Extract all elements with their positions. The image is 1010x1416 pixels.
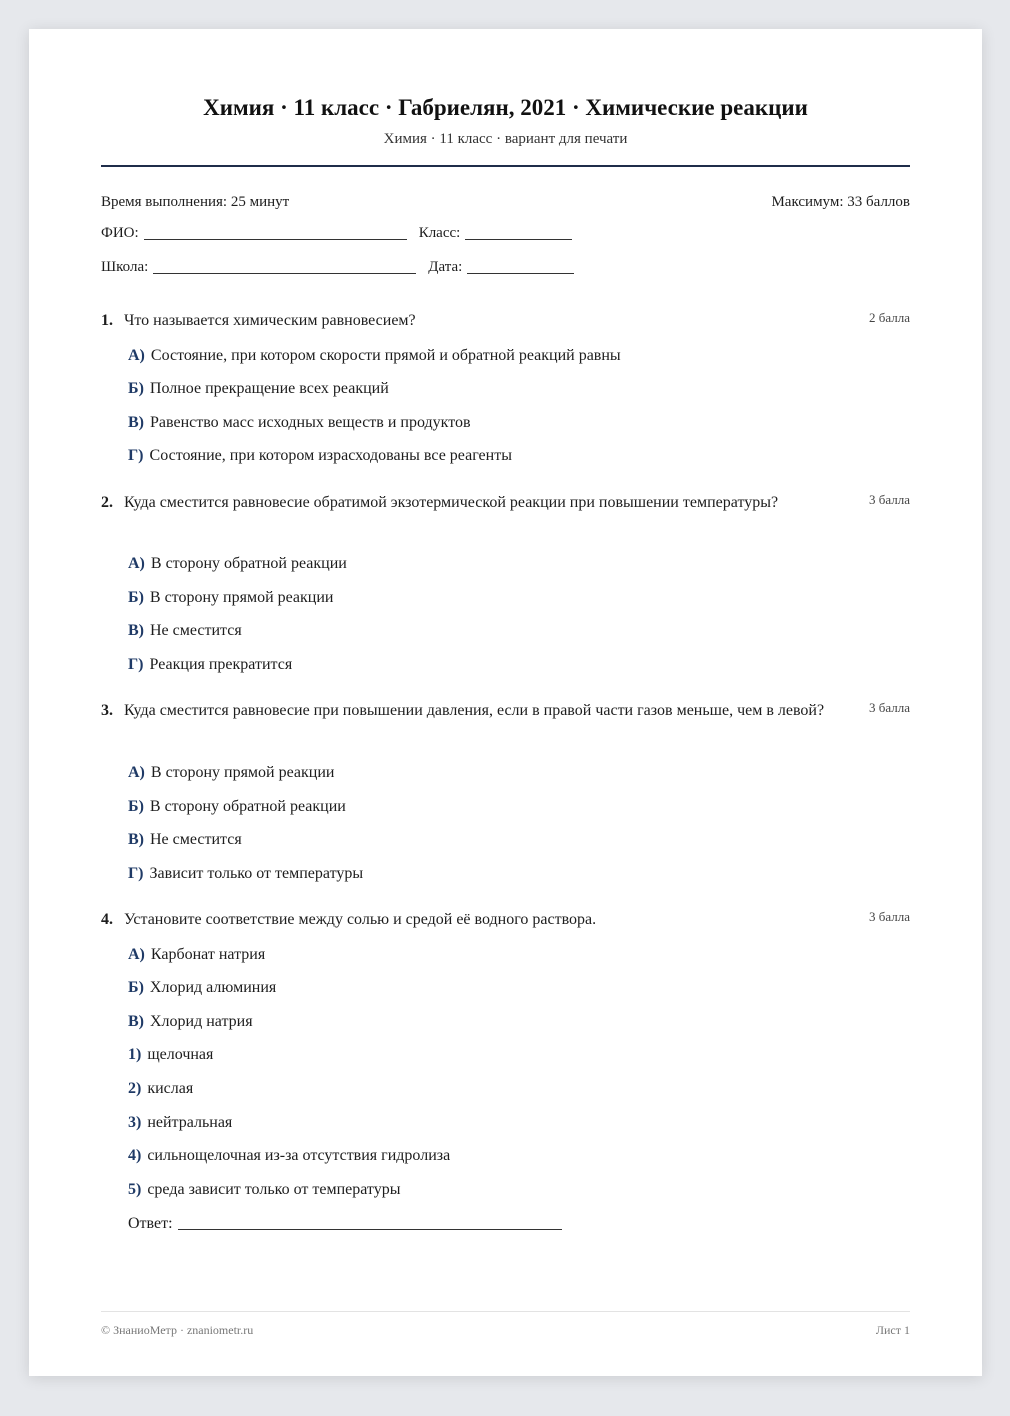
question-points: 3 балла — [869, 700, 910, 715]
option-text: кислая — [147, 1080, 194, 1097]
option-1b[interactable] — [128, 380, 389, 398]
question-number: 2. — [101, 494, 113, 511]
question-text: Куда сместится равновесие при повышении давления, если в правой части газов меньше, чем в левой? — [124, 702, 825, 719]
option-text: нейтральная — [147, 1114, 233, 1131]
option-4-2[interactable] — [128, 1080, 193, 1098]
class-input-line[interactable] — [465, 238, 572, 240]
option-4-5[interactable] — [128, 1181, 400, 1199]
option-4-1[interactable] — [128, 1046, 213, 1064]
option-3d[interactable] — [128, 865, 363, 883]
question-points: 3 балла — [869, 492, 910, 507]
meta-row — [101, 194, 910, 211]
question-text: Установите соответствие между солью и средой её водного раствора. — [124, 911, 597, 928]
option-4-3[interactable] — [128, 1114, 232, 1132]
option-letter: 1) — [128, 1046, 142, 1063]
option-3a[interactable] — [128, 764, 334, 782]
option-4a[interactable] — [128, 946, 265, 964]
worksheet-page — [29, 29, 982, 1376]
time-limit: Время выполнения: 25 минут — [101, 194, 290, 210]
option-4-4[interactable] — [128, 1147, 450, 1165]
question-number: 1. — [101, 312, 113, 329]
option-letter: Г) — [128, 656, 144, 673]
question-head — [101, 494, 910, 516]
footer-copyright: © ЗнаниоМетр · znaniometr.ru — [101, 1323, 254, 1337]
option-letter: Б) — [128, 380, 144, 397]
date-input-line[interactable] — [467, 272, 574, 274]
option-1a[interactable] — [128, 347, 621, 365]
footer-divider — [101, 1311, 910, 1312]
option-letter: Г) — [128, 447, 144, 464]
option-4c[interactable] — [128, 1013, 253, 1031]
school-input-line[interactable] — [153, 272, 416, 274]
question-text: Куда сместится равновесие обратимой экзотермической реакции при повышении температуры? — [124, 494, 779, 511]
option-text: Не сместится — [150, 622, 242, 639]
option-text: Полное прекращение всех реакций — [149, 380, 389, 397]
answer-row — [128, 1215, 562, 1233]
option-text: В сторону прямой реакции — [149, 589, 334, 606]
option-text: Зависит только от температуры — [149, 865, 364, 882]
option-text: Состояние, при котором израсходованы все реагенты — [149, 447, 512, 464]
option-text: Равенство масс исходных веществ и продуктов — [150, 414, 471, 431]
question-1 — [101, 312, 910, 334]
option-letter: Г) — [128, 865, 144, 882]
option-3b[interactable] — [128, 798, 346, 816]
option-letter: В) — [128, 831, 144, 848]
question-4 — [101, 911, 910, 933]
option-text: Не сместится — [150, 831, 242, 848]
school-date-row — [101, 259, 910, 276]
option-2a[interactable] — [128, 555, 347, 573]
option-2c[interactable] — [128, 622, 242, 640]
option-3c[interactable] — [128, 831, 242, 849]
answer-label: Ответ: — [128, 1215, 173, 1232]
option-4b[interactable] — [128, 979, 276, 997]
fio-input-line[interactable] — [144, 238, 407, 240]
question-2 — [101, 494, 910, 516]
option-text: Состояние, при котором скорости прямой и обратной реакций равны — [150, 347, 621, 364]
option-letter: В) — [128, 1013, 144, 1030]
option-text: Карбонат натрия — [150, 946, 266, 963]
option-1c[interactable] — [128, 414, 471, 432]
page-subtitle: Химия · 11 класс · вариант для печати — [383, 131, 628, 147]
option-letter: 4) — [128, 1147, 142, 1164]
option-letter: А) — [128, 555, 145, 572]
option-text: сильнощелочная из-за отсутствия гидролиза — [147, 1147, 451, 1164]
option-letter: 2) — [128, 1080, 142, 1097]
question-number: 4. — [101, 911, 113, 928]
option-text: щелочная — [147, 1046, 214, 1063]
answer-input-line[interactable] — [178, 1229, 562, 1230]
question-text: Что называется химическим равновесием? — [124, 312, 416, 329]
question-head — [101, 911, 910, 933]
question-head — [101, 312, 910, 334]
option-letter: А) — [128, 946, 145, 963]
fio-label: ФИО: — [101, 225, 139, 241]
question-points: 2 балла — [869, 310, 910, 325]
option-letter: В) — [128, 622, 144, 639]
option-text: Хлорид алюминия — [149, 979, 277, 996]
option-text: В сторону прямой реакции — [150, 764, 335, 781]
school-label: Школа: — [101, 259, 149, 275]
option-2b[interactable] — [128, 589, 334, 607]
header-divider — [101, 165, 910, 167]
option-text: Хлорид натрия — [150, 1013, 253, 1030]
option-text: Реакция прекратится — [149, 656, 293, 673]
option-text: В сторону обратной реакции — [150, 555, 347, 572]
max-score: Максимум: 33 баллов — [771, 194, 910, 210]
option-1d[interactable] — [128, 447, 512, 465]
footer-page-number: Лист 1 — [875, 1323, 910, 1337]
question-points: 3 балла — [869, 909, 910, 924]
option-text: В сторону обратной реакции — [149, 798, 346, 815]
option-letter: 5) — [128, 1181, 142, 1198]
option-letter: Б) — [128, 798, 144, 815]
date-label: Дата: — [428, 259, 463, 275]
footer — [101, 1323, 910, 1338]
class-label: Класс: — [418, 225, 461, 241]
question-head — [101, 702, 910, 724]
option-letter: Б) — [128, 979, 144, 996]
option-letter: А) — [128, 764, 145, 781]
option-text: среда зависит только от температуры — [147, 1181, 401, 1198]
option-letter: Б) — [128, 589, 144, 606]
fio-class-row — [101, 225, 910, 242]
page-title: Химия · 11 класс · Габриелян, 2021 · Химические реакции — [203, 95, 808, 120]
option-letter: В) — [128, 414, 144, 431]
option-2d[interactable] — [128, 656, 292, 674]
option-letter: А) — [128, 347, 145, 364]
option-letter: 3) — [128, 1114, 142, 1131]
question-3 — [101, 702, 910, 724]
question-number: 3. — [101, 702, 113, 719]
